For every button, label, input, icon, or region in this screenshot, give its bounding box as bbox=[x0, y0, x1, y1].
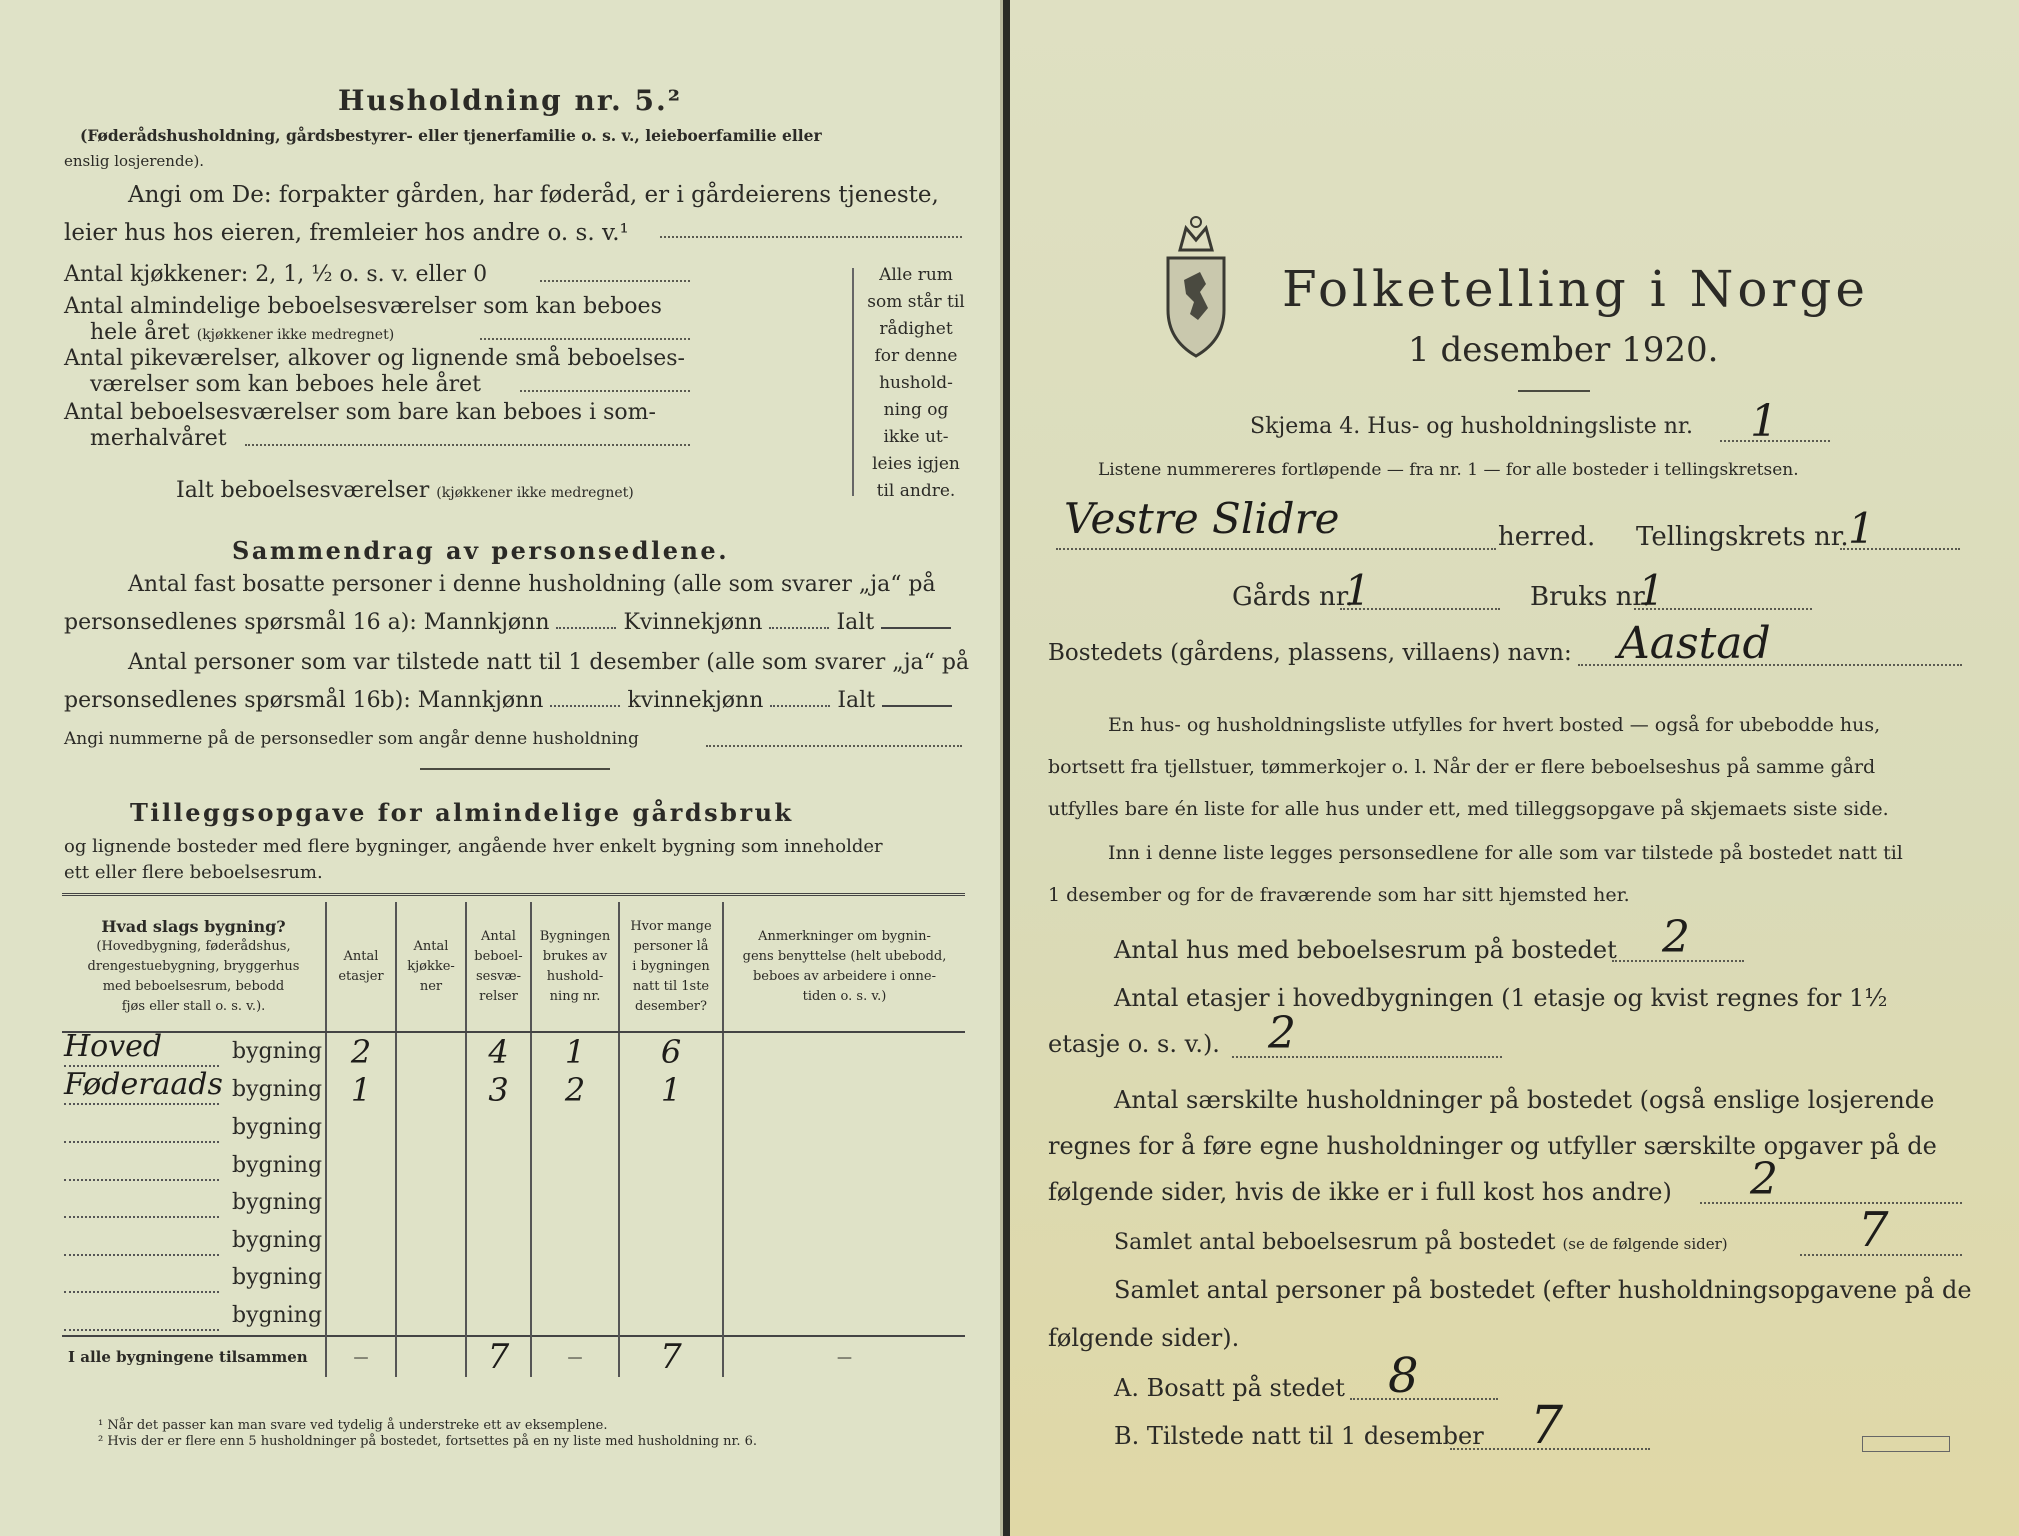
hus-value: 2 bbox=[1662, 912, 1690, 963]
etasjer-line-1: Antal etasjer i hovedbygningen (1 etasje og kvist regnes for 1½ bbox=[1114, 984, 1888, 1012]
krets-value: 1 bbox=[1848, 504, 1875, 553]
saer-value: 2 bbox=[1750, 1154, 1778, 1205]
sommer-line-2: merhalvåret bbox=[90, 426, 227, 451]
building-type-cell bbox=[62, 1184, 326, 1222]
norway-crest-icon bbox=[1160, 210, 1232, 360]
building-type-suffix: bygning bbox=[232, 1039, 323, 1064]
summary-mann-2-label: personsedlenes spørsmål 16b): Mannkjønn bbox=[64, 688, 544, 713]
side-note-line: for denne bbox=[874, 346, 958, 366]
right-page bbox=[1010, 0, 2019, 1536]
header-anmerkninger bbox=[723, 902, 965, 1032]
table-row bbox=[62, 1032, 965, 1071]
cell-husholdning: 1 bbox=[531, 1032, 619, 1071]
building-table-header bbox=[62, 902, 965, 1032]
total-label: I alle bygningene tilsammen bbox=[62, 1336, 326, 1377]
cell-vaerelser bbox=[466, 1184, 531, 1222]
building-type-suffix: bygning bbox=[232, 1152, 323, 1178]
samlet-rum-note: (se de følgende sider) bbox=[1562, 1235, 1728, 1253]
etasjer-value: 2 bbox=[1268, 1008, 1296, 1059]
table-row bbox=[62, 1147, 965, 1185]
building-type-cell bbox=[62, 1259, 326, 1297]
cell-anm bbox=[723, 1222, 965, 1260]
building-type-cell bbox=[62, 1109, 326, 1147]
extra-line-2: ett eller flere beboelsesrum. bbox=[64, 862, 323, 883]
cell-personer bbox=[619, 1222, 723, 1260]
table-row bbox=[62, 1222, 965, 1260]
census-date: 1 desember 1920. bbox=[1408, 330, 1719, 370]
cell-etasjer: 2 bbox=[326, 1032, 396, 1071]
tilstede-value: 7 bbox=[1530, 1396, 1564, 1456]
header-line: ning nr. bbox=[549, 988, 601, 1004]
samlet-pers-line-1: Samlet antal personer på bostedet (efter husholdningsopgavene på de bbox=[1114, 1276, 1972, 1304]
building-table bbox=[62, 902, 965, 1377]
hus-label: Antal hus med beboelsesrum på bostedet bbox=[1114, 936, 1617, 964]
header-line: drengestuebygning, bryggerhus bbox=[87, 958, 300, 974]
cell-personer: 6 bbox=[619, 1032, 723, 1071]
header-vaerelser bbox=[466, 902, 531, 1032]
pike-dots bbox=[520, 390, 690, 392]
building-type-cell bbox=[62, 1029, 326, 1071]
cell-etasjer bbox=[326, 1297, 396, 1336]
angi-line-fill bbox=[660, 236, 962, 238]
total-etasjer: — bbox=[326, 1336, 396, 1377]
summary-line-3: Antal personer som var tilstede natt til 1 desember (alle som svarer „ja“ på bbox=[128, 650, 970, 675]
cell-vaerelser bbox=[466, 1297, 531, 1336]
summary-ialt-2-fill bbox=[882, 705, 952, 707]
header-type-title: Hvad slags bygning? bbox=[101, 916, 286, 936]
sommer-dots bbox=[245, 444, 690, 446]
building-type-name bbox=[64, 1293, 219, 1331]
bosatt-label: A. Bosatt på stedet bbox=[1114, 1374, 1345, 1402]
listene-note: Listene nummereres fortløpende — fra nr. 1 — for alle bosteder i tellingskretsen. bbox=[1098, 460, 1799, 480]
table-row bbox=[62, 1259, 965, 1297]
cell-etasjer bbox=[326, 1259, 396, 1297]
header-line: (Hovedbygning, føderådshus, bbox=[96, 938, 291, 954]
summary-mann-2-fill bbox=[550, 705, 620, 707]
cell-kjokkener bbox=[396, 1032, 466, 1071]
header-line: Hvor mange bbox=[630, 918, 712, 934]
header-line: Bygningen bbox=[539, 928, 611, 944]
building-type-suffix: bygning bbox=[232, 1265, 323, 1291]
header-line: Antal bbox=[413, 938, 449, 954]
tilstede-label: B. Tilstede natt til 1 desember bbox=[1114, 1422, 1484, 1450]
header-line: kjøkke- bbox=[407, 958, 455, 974]
header-line: hushold- bbox=[546, 968, 604, 984]
cell-vaerelser bbox=[466, 1222, 531, 1260]
side-note-line: til andre. bbox=[876, 481, 956, 501]
header-line: gens benyttelse (helt ubebodd, bbox=[742, 948, 947, 964]
summary-line-5: Angi nummerne på de personsedler som angår denne husholdning bbox=[64, 729, 639, 749]
household-subtitle-1: (Føderådshusholdning, gårdsbestyrer- eller tjenerfamilie o. s. v., leieboerfamilie eller bbox=[80, 126, 822, 145]
side-note-line: Alle rum bbox=[879, 265, 953, 285]
cell-kjokkener bbox=[396, 1109, 466, 1147]
building-type-suffix: bygning bbox=[232, 1115, 323, 1140]
skjema-value: 1 bbox=[1750, 396, 1778, 447]
header-line: relser bbox=[479, 988, 518, 1004]
building-type-cell bbox=[62, 1222, 326, 1260]
summary-ialt-fill bbox=[881, 627, 951, 629]
cell-etasjer bbox=[326, 1222, 396, 1260]
alm-dots bbox=[480, 338, 690, 340]
saer-line-3: følgende sider, hvis de ikke er i full kost hos andre) bbox=[1048, 1178, 1672, 1206]
cell-anm bbox=[723, 1297, 965, 1336]
cell-kjokkener bbox=[396, 1222, 466, 1260]
household-subtitle-2: enslig losjerende). bbox=[64, 152, 205, 170]
header-kjokkener bbox=[396, 902, 466, 1032]
header-line: brukes av bbox=[542, 948, 608, 964]
table-row bbox=[62, 1109, 965, 1147]
building-type-name: Føderaads bbox=[64, 1067, 219, 1105]
herred-fill bbox=[1056, 548, 1496, 550]
gards-value: 1 bbox=[1344, 566, 1371, 615]
cell-personer bbox=[619, 1109, 723, 1147]
household-title: Husholdning nr. 5.² bbox=[338, 84, 683, 117]
saer-line-2: regnes for å føre egne husholdninger og utfyller særskilte opgaver på de bbox=[1048, 1132, 1937, 1160]
cell-husholdning: 2 bbox=[531, 1071, 619, 1109]
skjema-line bbox=[1250, 414, 1693, 439]
side-note-line: ning og bbox=[883, 400, 949, 420]
building-type-cell bbox=[62, 1297, 326, 1336]
instr-line-1: En hus- og husholdningsliste utfylles for hvert bosted — også for ubebodde hus, bbox=[1108, 714, 1881, 736]
header-line: ner bbox=[419, 978, 443, 994]
etasjer-fill bbox=[1232, 1056, 1502, 1058]
skjema-fill bbox=[1720, 440, 1830, 442]
cell-personer bbox=[619, 1147, 723, 1185]
samlet-rum-line bbox=[1114, 1230, 1728, 1255]
cell-kjokkener bbox=[396, 1297, 466, 1336]
cell-vaerelser bbox=[466, 1109, 531, 1147]
cell-etasjer: 1 bbox=[326, 1071, 396, 1109]
table-row bbox=[62, 1184, 965, 1222]
angi-line-1: Angi om De: forpakter gården, har føderåd, er i gårdeierens tjeneste, bbox=[128, 182, 939, 208]
summary-mann-label: personsedlenes spørsmål 16 a): Mannkjønn bbox=[64, 610, 550, 635]
instr-line-3: utfylles bare én liste for alle hus under ett, med tilleggsopgave på skjemaets siste side. bbox=[1048, 798, 1889, 820]
total-vaerelser: 7 bbox=[466, 1336, 531, 1377]
header-line: personer lå bbox=[633, 938, 709, 954]
summary-kvinne-2-label: kvinnekjønn bbox=[627, 688, 764, 713]
cell-kjokkener bbox=[396, 1184, 466, 1222]
alm-line-2-note: (kjøkkener ikke medregnet) bbox=[196, 327, 395, 343]
instr-line-4: Inn i denne liste legges personsedlene for alle som var tilstede på bostedet natt til bbox=[1108, 842, 1903, 864]
cell-anm bbox=[723, 1109, 965, 1147]
side-note-line: leies igjen bbox=[872, 454, 960, 474]
title-divider bbox=[1518, 390, 1590, 392]
cell-etasjer bbox=[326, 1109, 396, 1147]
footnote-2: ² Hvis der er flere enn 5 husholdninger på bostedet, fortsettes på en ny liste med husholdning nr. 6. bbox=[98, 1434, 758, 1449]
alm-line-1: Antal almindelige beboelsesværelser som kan beboes bbox=[64, 294, 662, 319]
left-page bbox=[0, 0, 1003, 1536]
cell-husholdning bbox=[531, 1109, 619, 1147]
summary-line-1: Antal fast bosatte personer i denne husholdning (alle som svarer „ja“ på bbox=[128, 572, 936, 597]
building-type-suffix: bygning bbox=[232, 1302, 323, 1328]
summary-ialt-label: Ialt bbox=[836, 610, 875, 635]
building-type-name bbox=[64, 1143, 219, 1181]
total-personer: 7 bbox=[619, 1336, 723, 1377]
building-type-suffix: bygning bbox=[232, 1190, 323, 1216]
summary-kvinne-label: Kvinnekjønn bbox=[623, 610, 763, 635]
tilstede-fill bbox=[1450, 1448, 1650, 1450]
cell-husholdning bbox=[531, 1259, 619, 1297]
side-note bbox=[866, 262, 966, 505]
header-line: fjøs eller stall o. s. v.). bbox=[121, 998, 266, 1014]
header-personer bbox=[619, 902, 723, 1032]
building-type-name bbox=[64, 1105, 219, 1143]
header-line: Antal bbox=[343, 948, 379, 964]
etasjer-line-2: etasje o. s. v.). bbox=[1048, 1030, 1220, 1058]
summary-mann-fill bbox=[556, 627, 616, 629]
instr-line-2: bortsett fra tjellstuer, tømmerkojer o. l. Når der er flere beboelseshus på samme gård bbox=[1048, 756, 1876, 778]
samlet-rum-fill bbox=[1800, 1254, 1962, 1256]
header-husholdning bbox=[531, 902, 619, 1032]
header-line: Anmerkninger om bygnin- bbox=[758, 928, 931, 944]
cell-personer bbox=[619, 1259, 723, 1297]
summary-divider bbox=[420, 768, 610, 770]
cell-anm bbox=[723, 1184, 965, 1222]
printer-stamp bbox=[1862, 1436, 1950, 1452]
cell-personer bbox=[619, 1297, 723, 1336]
total-row bbox=[62, 1336, 965, 1377]
summary-ialt-2-label: Ialt bbox=[837, 688, 876, 713]
side-brace bbox=[852, 268, 854, 496]
hus-fill bbox=[1612, 960, 1744, 962]
header-etasjer bbox=[326, 902, 396, 1032]
ialt-line bbox=[176, 478, 634, 503]
census-title: Folketelling i Norge bbox=[1282, 260, 1869, 318]
samlet-rum-label: Samlet antal beboelsesrum på bostedet bbox=[1114, 1230, 1556, 1255]
header-line: beboel- bbox=[474, 948, 523, 964]
header-line: tiden o. s. v.) bbox=[802, 988, 887, 1004]
pike-line-1: Antal pikeværelser, alkover og lignende små beboelses- bbox=[64, 346, 685, 371]
header-line: sesvæ- bbox=[476, 968, 521, 984]
saer-fill bbox=[1700, 1202, 1962, 1204]
bruks-value: 1 bbox=[1638, 566, 1665, 615]
herred-label: herred. bbox=[1498, 522, 1596, 552]
cell-anm bbox=[723, 1071, 965, 1109]
krets-fill bbox=[1840, 548, 1960, 550]
building-type-name bbox=[64, 1180, 219, 1218]
building-type-suffix: bygning bbox=[232, 1227, 323, 1253]
cell-husholdning bbox=[531, 1147, 619, 1185]
header-line: desember? bbox=[635, 998, 707, 1014]
side-note-line: rådighet bbox=[879, 319, 953, 339]
cell-kjokkener bbox=[396, 1071, 466, 1109]
side-note-line: som står til bbox=[867, 292, 965, 312]
bosatt-fill bbox=[1350, 1398, 1498, 1400]
total-husholdning: — bbox=[531, 1336, 619, 1377]
bosted-label: Bostedets (gårdens, plassens, villaens) navn: bbox=[1048, 640, 1572, 666]
cell-anm bbox=[723, 1259, 965, 1297]
summary-kvinne-2-fill bbox=[770, 705, 830, 707]
cell-vaerelser: 4 bbox=[466, 1032, 531, 1071]
side-note-line: hushold- bbox=[879, 373, 953, 393]
building-type-cell bbox=[62, 1147, 326, 1185]
footnote-1: ¹ Når det passer kan man svare ved tydelig å understreke ett av eksemplene. bbox=[98, 1418, 608, 1433]
side-note-line: ikke ut- bbox=[883, 427, 949, 447]
extra-line-1: og lignende bosteder med flere bygninger, angående hver enkelt bygning som inneholder bbox=[64, 836, 883, 857]
ialt-text: Ialt beboelsesværelser bbox=[176, 478, 430, 503]
bosatt-value: 8 bbox=[1388, 1348, 1419, 1404]
alm-line-2-text: hele året bbox=[90, 320, 190, 345]
extra-title: Tilleggsopgave for almindelige gårdsbruk bbox=[130, 798, 794, 827]
summary-line-4 bbox=[64, 688, 952, 713]
building-table-body bbox=[62, 1029, 965, 1336]
alm-line-2 bbox=[90, 320, 394, 345]
instr-line-5: 1 desember og for de fraværende som har sitt hjemsted her. bbox=[1048, 884, 1630, 906]
cell-husholdning bbox=[531, 1184, 619, 1222]
header-line: beboes av arbeidere i onne- bbox=[752, 968, 937, 984]
header-line: med beboelsesrum, bebodd bbox=[102, 978, 285, 994]
kjokken-line: Antal kjøkkener: 2, 1, ½ o. s. v. eller 0 bbox=[64, 262, 488, 287]
building-type-suffix: bygning bbox=[232, 1077, 323, 1102]
cell-vaerelser bbox=[466, 1147, 531, 1185]
cell-personer bbox=[619, 1184, 723, 1222]
samlet-rum-value: 7 bbox=[1858, 1202, 1889, 1258]
summary-title: Sammendrag av personsedlene. bbox=[232, 536, 730, 565]
summary-kvinne-fill bbox=[769, 627, 829, 629]
building-type-cell bbox=[62, 1067, 326, 1109]
bosted-fill bbox=[1578, 664, 1962, 666]
cell-husholdning bbox=[531, 1222, 619, 1260]
cell-husholdning bbox=[531, 1297, 619, 1336]
pike-line-2: værelser som kan beboes hele året bbox=[90, 372, 481, 397]
header-line: natt til 1ste bbox=[632, 978, 710, 994]
kjokken-dots bbox=[540, 280, 690, 282]
cell-etasjer bbox=[326, 1184, 396, 1222]
skjema-label: Skjema 4. Hus- og husholdningsliste nr. bbox=[1250, 414, 1693, 439]
sommer-line-1: Antal beboelsesværelser som bare kan beboes i som- bbox=[64, 400, 656, 425]
table-top-rule bbox=[62, 893, 965, 896]
bruks-fill bbox=[1634, 608, 1812, 610]
cell-anm bbox=[723, 1032, 965, 1071]
cell-vaerelser: 3 bbox=[466, 1071, 531, 1109]
cell-personer: 1 bbox=[619, 1071, 723, 1109]
header-type bbox=[62, 902, 326, 1032]
table-row bbox=[62, 1071, 965, 1109]
summary-line-5-fill bbox=[706, 745, 962, 747]
cell-anm bbox=[723, 1147, 965, 1185]
krets-label: Tellingskrets nr. bbox=[1636, 522, 1849, 552]
cell-kjokkener bbox=[396, 1147, 466, 1185]
header-line: i bygningen bbox=[632, 958, 710, 974]
angi-line-2: leier hus hos eieren, fremleier hos andre o. s. v.¹ bbox=[64, 220, 629, 246]
saer-line-1: Antal særskilte husholdninger på bostedet (også enslige losjerende bbox=[1114, 1086, 1935, 1114]
bosted-value: Aastad bbox=[1618, 618, 1771, 669]
total-kjokkener bbox=[396, 1336, 466, 1377]
total-anmerkninger: — bbox=[723, 1336, 965, 1377]
header-line: etasjer bbox=[338, 968, 384, 984]
table-row bbox=[62, 1297, 965, 1336]
samlet-pers-line-2: følgende sider). bbox=[1048, 1324, 1240, 1352]
bruks-label: Bruks nr. bbox=[1530, 582, 1651, 612]
building-type-name bbox=[64, 1218, 219, 1256]
building-type-name bbox=[64, 1255, 219, 1293]
building-type-name: Hoved bbox=[64, 1029, 219, 1067]
herred-value: Vestre Slidre bbox=[1064, 494, 1340, 543]
gards-label: Gårds nr. bbox=[1232, 582, 1354, 612]
header-line: Antal bbox=[481, 928, 516, 944]
cell-vaerelser bbox=[466, 1259, 531, 1297]
gards-fill bbox=[1340, 608, 1500, 610]
summary-line-2 bbox=[64, 610, 951, 635]
ialt-note: (kjøkkener ikke medregnet) bbox=[436, 485, 634, 501]
cell-etasjer bbox=[326, 1147, 396, 1185]
cell-kjokkener bbox=[396, 1259, 466, 1297]
